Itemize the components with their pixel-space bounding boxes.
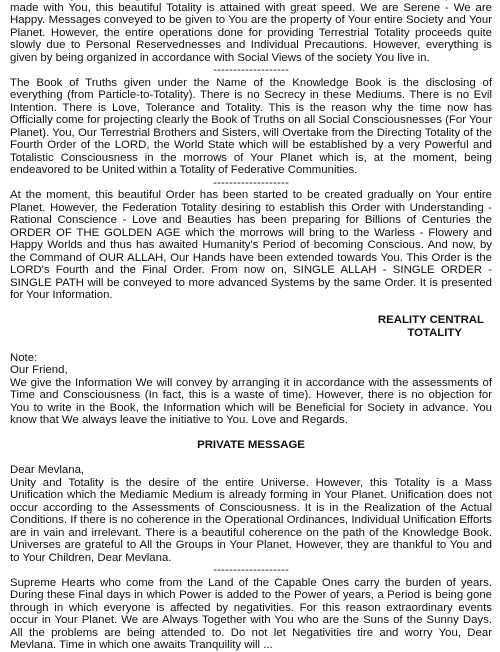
reality-central-totality-heading [10, 314, 492, 339]
paragraph-unity-totality: Unity and Totality is the desire of the entire Universe. However, this Totality is a Mass Unification which the Mediamic Medium is already forming in Your Planet. Unification does not occur according to the Assessments of Consciousness. It is in the Realization of the Actual Conditions. If there is no coherence in the Operational Ordinances, Individual Unification Efforts are in vain and irrelevant. There is a beautiful coherence on the path of the Knowledge Book. Universes are grateful to All the Groups in Your Planet. However, they are thankful to You and to Your Children, Dear Mevlana. [10, 476, 492, 564]
section-separator: ------------------- [213, 176, 289, 189]
paragraph-totality-cooperation: made with You, this beautiful Totality is attained with great speed. We are Serene - We are Happy. Messages conveyed to be given to You are the property of Your entire Society and Your Planet. However, the entire operations done for providing Terrestrial Totality proceeds quite slowly due to Personal Reservednesses and Individual Precautions. However, everything is given by being organized in accordance with Social Views of the society You live in. [10, 1, 492, 64]
heading-line-1: REALITY CENTRAL [377, 314, 484, 326]
private-message-greeting: Dear Mevlana, [10, 464, 85, 476]
paragraph-book-of-truths: The Book of Truths given under the Name of the Knowledge Book is the disclosing of everything (from Particle-to-Totality). There is no Secrecy in these Mediums. There is no Evil Intention. There is Love, Tolerance and Totality. This is the reason why the time now has Officially come for projecting clearly the Book of Truths on all Social Consciousnesses (For Your Planet). You, Our Terrestrial Brothers and Sisters, will Overtake from the Directing Totality of the Fourth Order of the LORD, the World State which will be established by a very Powerful and Totalistic Consciousness in the morrows of Your Planet which is, at the moment, being endeavored to be United within a Totality of Federative Communities. [10, 76, 492, 176]
section-separator: ------------------- [213, 64, 289, 76]
note-greeting: Our Friend, [10, 364, 68, 376]
private-message-heading: PRIVATE MESSAGE [197, 439, 305, 451]
paragraph-note-information: We give the Information We will convey by arranging it in accordance with the assessments of Time and Consciousness (In fact, this is a waste of time). However, there is no objection for You to write in the Book, the Information which will be Beneficial for Society in advance. You know that We always leave the initiative to You. Love and Regards. [10, 376, 492, 426]
paragraph-supreme-hearts: Supreme Hearts who come from the Land of the Capable Ones carry the burden of years. During these Final days in which Power is added to the Power of years, a Period is being gone through in which everyone is affected by negativities. For this reason extraordinary events occur in Your Planet. We are Always Together with You who are the Suns of the Sunny Days. All the problems are being attended to. Do not let Negativities tire and worry You, Dear Mevlana. Time in which one awaits Tranquility will ... [10, 576, 492, 651]
note-label: Note: [10, 351, 38, 364]
section-separator: ------------------- [213, 564, 289, 576]
heading-line-2: TOTALITY [407, 326, 462, 339]
paragraph-golden-age-order: At the moment, this beautiful Order has been started to be created gradually on Your entire Planet. However, the Federation Totality desiring to establish this Order with Understanding - Rational Conscience - Love and Beauties has been preparing for Billions of Centuries the ORDER OF THE GOLDEN AGE which the morrows will bring to the Warless - Flowery and Happy Worlds and thus has awaited Humanity's Period of becoming Conscious. And now, by the Command of OUR ALLAH, Our Hands have been extended towards You. This Order is the LORD's Fourth and the Final Order. From now on, SINGLE ALLAH - SINGLE ORDER - SINGLE PATH will be conveyed to more advanced Systems by the same Order. It is presented for Your Information. [10, 189, 492, 301]
